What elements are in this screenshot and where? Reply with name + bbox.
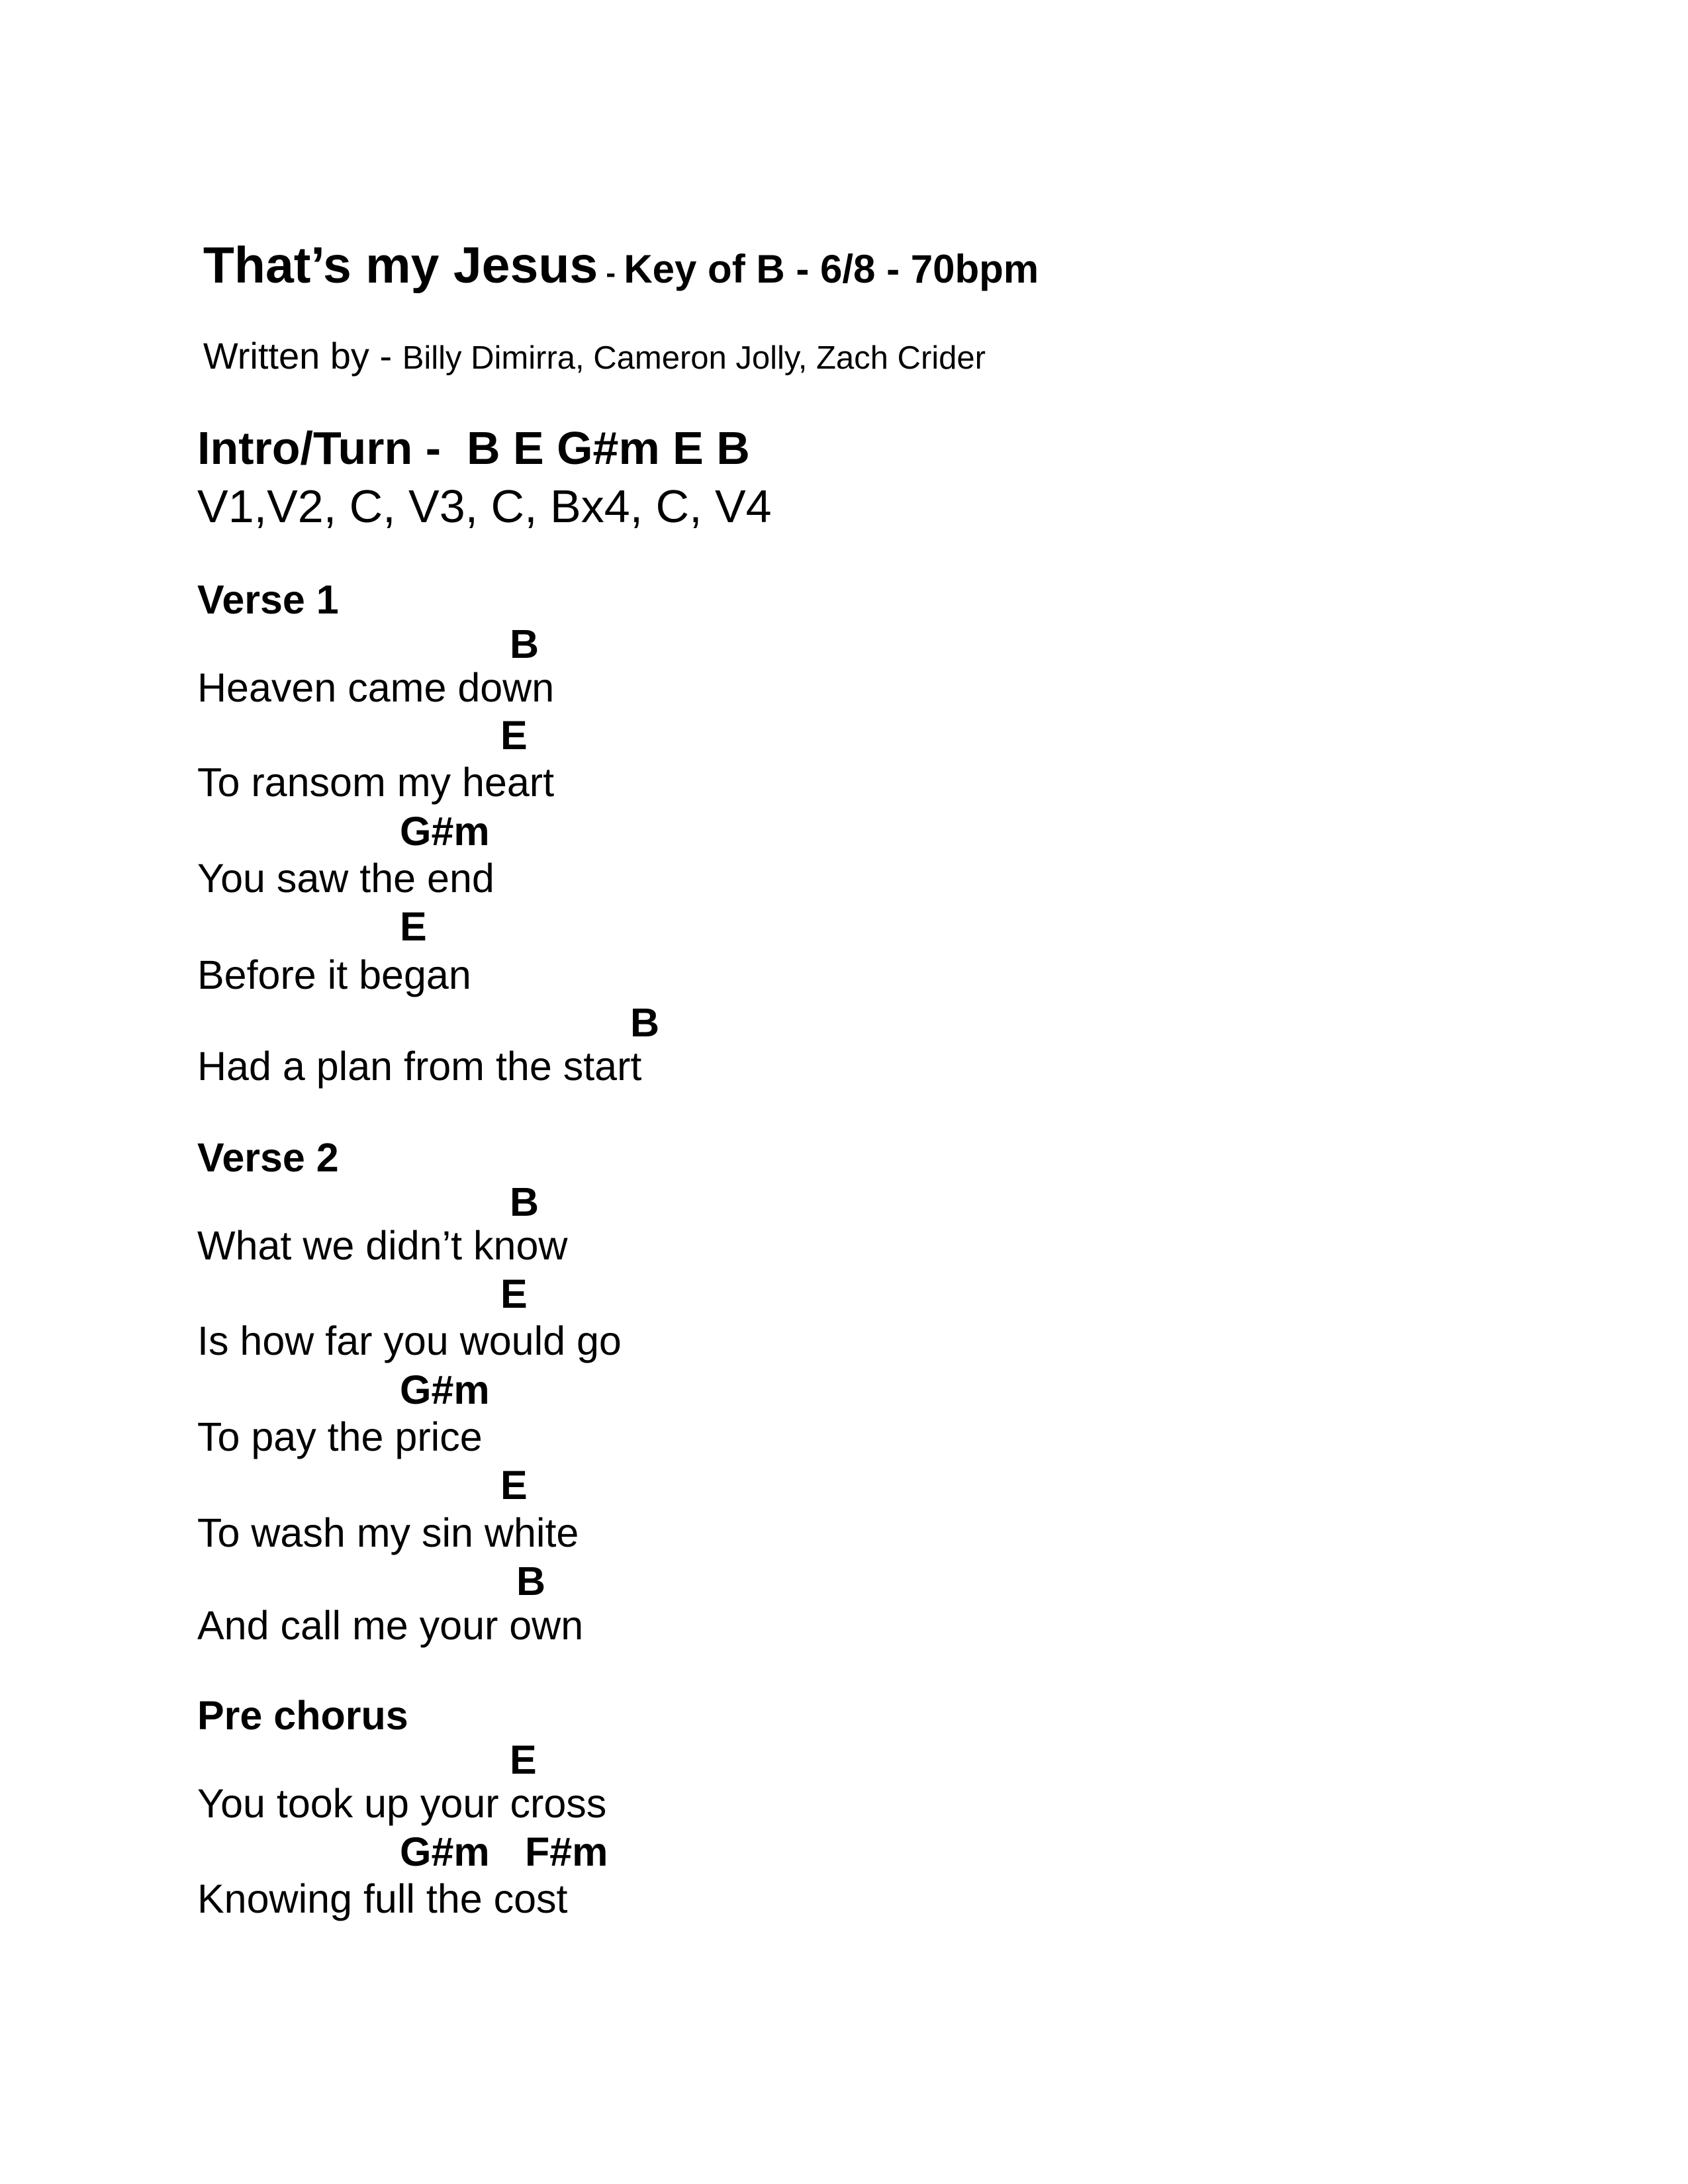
intro-chords: Intro/Turn - B E G#m E B	[197, 422, 750, 474]
chord: E	[500, 1271, 528, 1316]
lyric-line: And call me your own	[197, 1603, 584, 1648]
song-meta: Key of B - 6/8 - 70bpm	[624, 247, 1039, 291]
chord: B	[516, 1559, 546, 1604]
song-title: That’s my Jesus	[203, 237, 598, 294]
chord: G#m	[400, 1367, 490, 1412]
song-header	[197, 230, 1039, 294]
lyric-line: Before it began	[197, 952, 471, 997]
chord: F#m	[525, 1829, 608, 1874]
written-by	[197, 327, 986, 375]
chord: G#m	[400, 1829, 490, 1874]
lyric-line: Is how far you would go	[197, 1318, 622, 1363]
written-by-label: Written by -	[203, 335, 402, 377]
lyric-line: To ransom my heart	[197, 760, 555, 805]
title-separator: -	[598, 257, 624, 289]
chord: E	[500, 713, 528, 758]
chord: E	[500, 1463, 528, 1508]
chord: G#m	[400, 809, 490, 854]
lyric-line: What we didn’t know	[197, 1223, 568, 1268]
songwriters: Billy Dimirra, Cameron Jolly, Zach Crider	[402, 340, 986, 376]
lyric-line: Heaven came down	[197, 665, 555, 710]
song-order: V1,V2, C, V3, C, Bx4, C, V4	[197, 480, 772, 532]
lyric-line: Knowing full the cost	[197, 1876, 568, 1921]
chord: E	[400, 904, 427, 949]
lyric-line: To pay the price	[197, 1414, 483, 1459]
chord: B	[510, 621, 539, 666]
lyric-line: To wash my sin white	[197, 1510, 579, 1555]
section-heading-verse-2: Verse 2	[197, 1135, 339, 1180]
section-heading-pre-chorus: Pre chorus	[197, 1693, 408, 1738]
lyric-line: Had a plan from the start	[197, 1044, 642, 1089]
chord: B	[510, 1179, 539, 1224]
chord: B	[630, 1000, 660, 1045]
lyric-line: You saw the end	[197, 856, 494, 901]
lyric-line: You took up your cross	[197, 1781, 607, 1826]
chord: E	[510, 1737, 537, 1782]
section-heading-verse-1: Verse 1	[197, 577, 339, 622]
